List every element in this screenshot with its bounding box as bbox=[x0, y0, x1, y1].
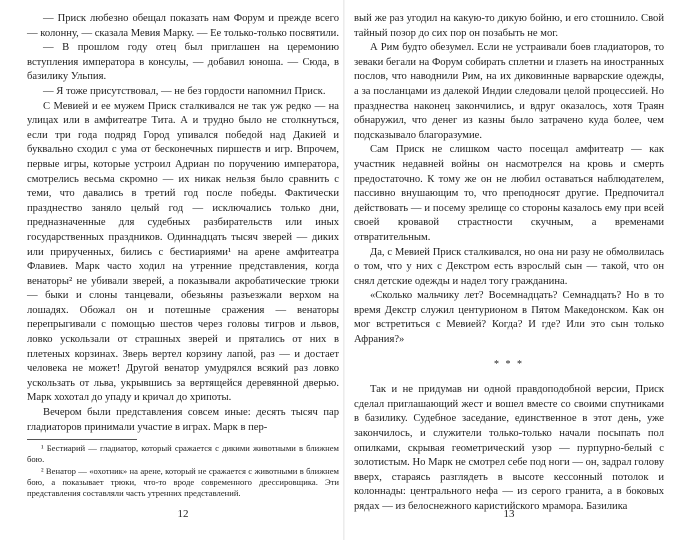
paragraph: — Приск любезно обещал показать нам Форум и прежде всего — колонну, — сказала Мевия Марку. — Ее только-только посвятили. bbox=[27, 13, 339, 39]
page-number: 12 bbox=[177, 508, 189, 521]
paragraph: вый же раз угодил на какую-то дикую бойню, и его стошнило. Свой тайный позор до сих пор он позабыть не мог. bbox=[354, 13, 664, 39]
paragraph: Сам Приск не слишком часто посещал амфитеатр — как участник недавней войны он насмотрелся на кровь и смерть предостаточно. К тому же он не любил оставаться наблюдателем, пассивно внушающим то, что преподносят другие. Предпочитал действовать — и посему зрелище со стороны казалось ему при всей своей кровавой страстности скучным, а временами отвратительным. bbox=[354, 144, 664, 243]
paragraph: «Сколько мальчику лет? Восемнадцать? Семнадцать? Но в то время Декстр служил центурионом в Пятом Македонском. Как он мог встретиться с Мевией? Когда? И где? Или это сын только Афрания?» bbox=[354, 290, 664, 346]
paragraph: Да, с Мевией Приск сталкивался, но она ни разу не обмолвилась о том, что у них с Декстром есть взрослый сын — такой, что он снял детские одежды и надел тогу гражданина. bbox=[354, 246, 664, 287]
book-gutter bbox=[343, 0, 345, 540]
paragraph: А Рим будто обезумел. Если не устраивали боев гладиаторов, то зеваки бегали на Форум собирать сплетни и глазеть на иностранных послов, что наводнили Рим, на их диковинные варварские одежды, а за посланцами из далекой Индии следовали целой процессией. Но празднества наконец закончились, и вдруг оказалось, хотя Траян обнаружил, что денег из казны было затрачено куда более, чем подсказывало благоразумие. bbox=[354, 42, 664, 141]
right-page bbox=[354, 12, 664, 540]
paragraph: — В прошлом году отец был приглашен на церемонию вступления императора в консулы, — добавил юноша. — Сюда, в базилику Ульпия. bbox=[27, 42, 339, 83]
left-page bbox=[27, 12, 339, 540]
paragraph: — Я тоже присутствовал, — не без гордости напомнил Приск. bbox=[43, 85, 326, 97]
footnote-rule bbox=[27, 439, 137, 440]
footnote: ¹ Бестиарий — гладиатор, который сражается с дикими животными в ближнем бою. bbox=[27, 443, 339, 465]
paragraph: С Мевией и ее мужем Приск сталкивался не так уж редко — на улицах или в амфитеатре Тита. А и трудно было не столкнуться, если три года подряд Город упивался победой над Дакией и буквально сходил с ума от бесконечных пиршеств и игр. Впрочем, первые игры, которые устроил Адриан по поручению императора, смотрелись весьма скромно — их никак нельзя было сравнить с теми, что давались в третий год после победы. Фактически празднество заняло целый год — исключались только дни, предназначенные для судебных разбирательств или иных государственных праздников. Одиннадцать тысяч зверей — диких или прирученных, бились с бестиариями¹ на арене амфитеатра Флавиев. Марк часто ходил на утренние представления, когда венаторы² не убивали зверей, а показывали акробатические трюки — быки и слоны танцевали, обезьяны разъезжали верхом на лошадях. Обожал он и потешные сражения — венаторы перепрыгивали с помощью шестов через головы тигров и львов, ловко ускользали от страшных зверей и прятались от них в плетеных корзинах. Зверь вертел корзину лапой, раз — и достает человека не может! Другой венатор умудрялся всякий раз ловко ускользать от льва, укрывшись за вертящейся деревянной дверью. Марк хохотал до упаду и кричал до хрипоты. bbox=[27, 100, 339, 404]
section-separator: * * * bbox=[494, 358, 524, 370]
page-number: 13 bbox=[503, 508, 515, 521]
paragraph: Так и не придумав ни одной правдоподобной версии, Приск сделал приглашающий жест и вошел вместе со своими спутниками в базилику. Судебное заседание, единственное в этот день, уже закончилось, и служители только-только начали посыпать пол опилками, скрывая геометрический узор — пурпурно-белый с золотистым. Но Марк не смотрел себе под ноги — он, задрал голову вверх, стараясь разглядеть в высоте кессонный потолок и колоннады: центрального нефа — из серого гранита, а в боковых рядах — из белоснежного каристийского мрамора. Базилика bbox=[354, 384, 664, 512]
paragraph: Вечером были представления совсем иные: десять тысяч пар гладиаторов принимали участие в играх. Марк в пер- bbox=[27, 407, 339, 433]
footnotes bbox=[27, 439, 339, 499]
footnote: ² Венатор — «охотник» на арене, который не сражается с животными в ближнем бою, а показывает трюки, что-то вроде современного дрессировщика. Эти представления составляли часть утренних представлений. bbox=[27, 465, 339, 499]
